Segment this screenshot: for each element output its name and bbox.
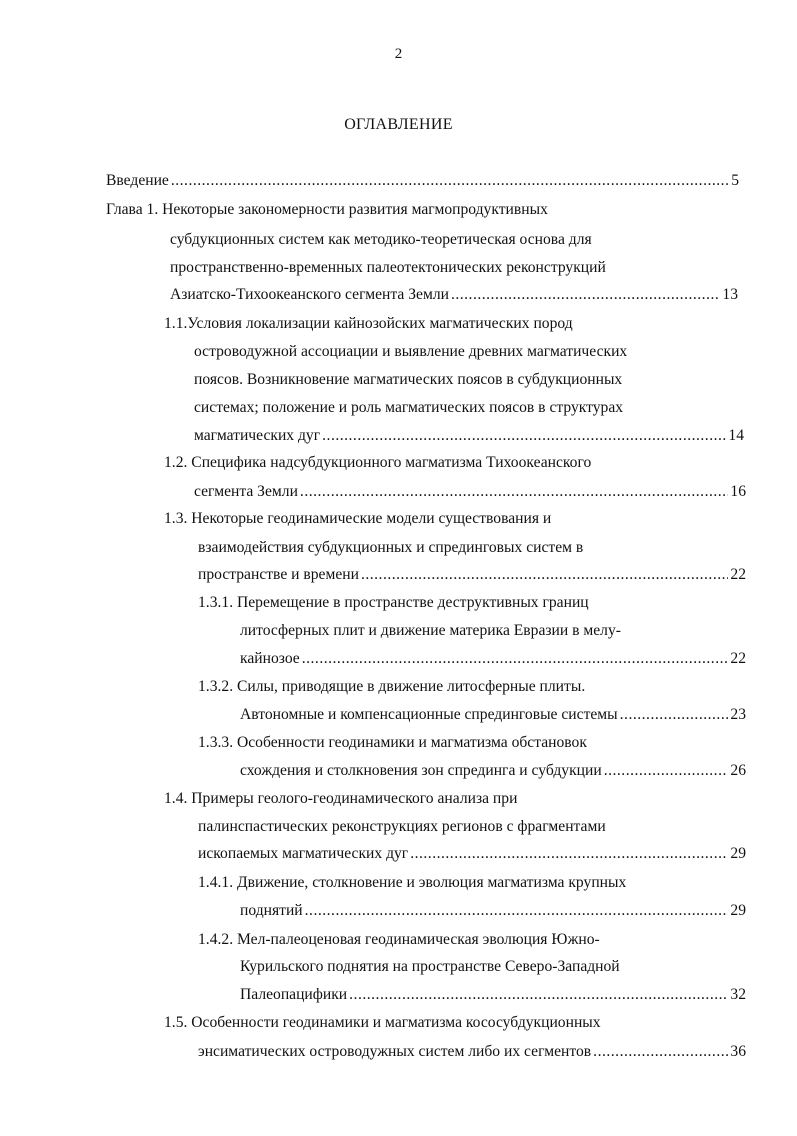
- toc-section-1-4-line[interactable]: 1.4. Примеры геолого-геодинамического анализа при: [164, 790, 518, 807]
- toc-section-1-1-line: островодужной ассоциации и выявление древних магматических: [194, 343, 628, 360]
- toc-page-number: 29: [730, 845, 746, 862]
- toc-entry-1-4-1[interactable]: [240, 900, 746, 922]
- dot-leader: [322, 425, 726, 447]
- toc-section-1-4-2-line: Курильского поднятия на пространстве Северо-Западной: [240, 958, 620, 975]
- dot-leader: [410, 843, 728, 865]
- toc-section-1-1-line: системах; положение и роль магматических поясов в структурах: [194, 399, 624, 416]
- dot-leader: [349, 984, 728, 1006]
- toc-entry-1-3-1[interactable]: [240, 648, 746, 670]
- dot-leader: [620, 704, 729, 726]
- toc-section-1-3-1-line[interactable]: 1.3.1. Перемещение в пространстве деструктивных границ: [198, 594, 589, 611]
- toc-chapter-1-line: субдукционных систем как методико-теоретическая основа для: [170, 231, 592, 248]
- toc-section-1-4-1-line[interactable]: 1.4.1. Движение, столкновение и эволюция магматизма крупных: [198, 874, 627, 891]
- toc-section-1-3-2-line[interactable]: 1.3.2. Силы, приводящие в движение литосферные плиты.: [198, 678, 586, 695]
- dot-leader: [451, 284, 720, 306]
- dot-leader: [302, 648, 729, 670]
- dot-leader: [604, 760, 729, 782]
- toc-page-number: 26: [730, 762, 746, 779]
- toc-page-number: 22: [730, 650, 746, 667]
- toc-entry-1-5[interactable]: [198, 1041, 746, 1063]
- toc-entry-1-4-2[interactable]: [240, 984, 746, 1006]
- toc-entry-introduction[interactable]: [106, 170, 739, 192]
- toc-section-1-1-line: поясов. Возникновение магматических поясов в субдукционных: [194, 371, 623, 388]
- toc-section-1-2-line[interactable]: 1.2. Специфика надсубдукционного магматизма Тихоокеанского: [164, 454, 592, 471]
- toc-entry-text: схождения и столкновения зон спрединга и субдукции: [240, 762, 602, 779]
- toc-page-number: 13: [722, 286, 738, 303]
- toc-entry-text: Введение: [106, 172, 169, 189]
- toc-entry-text: кайнозое: [240, 650, 300, 667]
- toc-entry-text: сегмента Земли: [194, 483, 298, 500]
- toc-page-number: 36: [730, 1043, 746, 1060]
- toc-entry-1-3[interactable]: [198, 564, 746, 586]
- toc-entry-chapter-1[interactable]: [170, 284, 738, 306]
- toc-section-1-3-line[interactable]: 1.3. Некоторые геодинамические модели существования и: [164, 510, 552, 527]
- toc-section-1-4-line: палинспастических реконструкциях регионов с фрагментами: [198, 818, 606, 835]
- toc-entry-1-3-3[interactable]: [240, 760, 746, 782]
- dot-leader: [305, 900, 729, 922]
- dot-leader: [361, 564, 728, 586]
- toc-entry-text: энсиматических островодужных систем либо их сегментов: [198, 1043, 592, 1060]
- toc-chapter-1-line: пространственно-временных палеотектонических реконструкций: [170, 259, 606, 276]
- dot-leader: [171, 170, 729, 192]
- dot-leader: [593, 1041, 728, 1063]
- toc-page-number: 32: [730, 986, 746, 1003]
- page-number: 2: [394, 46, 403, 62]
- toc-entry-text: пространстве и времени: [198, 566, 359, 583]
- toc-entry-text: Автономные и компенсационные спрединговые системы: [240, 706, 618, 723]
- toc-page-number: 14: [728, 427, 744, 444]
- toc-section-1-1-line[interactable]: 1.1.Условия локализации кайнозойских магматических пород: [164, 315, 573, 332]
- toc-entry-1-4[interactable]: [198, 843, 746, 865]
- toc-page-number: 16: [730, 483, 746, 500]
- toc-section-1-3-1-line: литосферных плит и движение материка Евразии в мелу-: [240, 622, 621, 639]
- toc-title: ОГЛАВЛЕНИЕ: [344, 116, 453, 133]
- toc-page-number: 23: [730, 706, 746, 723]
- toc-section-1-5-line[interactable]: 1.5. Особенности геодинамики и магматизма кососубдукционных: [164, 1014, 601, 1031]
- toc-entry-text: магматических дуг: [194, 427, 321, 444]
- toc-section-1-3-3-line[interactable]: 1.3.3. Особенности геодинамики и магматизма обстановок: [198, 734, 587, 751]
- dot-leader: [300, 481, 728, 503]
- toc-section-1-3-line: взаимодействия субдукционных и спрединговых систем в: [198, 539, 584, 556]
- toc-entry-1-1[interactable]: [194, 425, 744, 447]
- toc-entry-1-2[interactable]: [194, 481, 746, 503]
- toc-entry-text: Палеопацифики: [240, 986, 348, 1003]
- toc-section-1-4-2-line[interactable]: 1.4.2. Мел-палеоценовая геодинамическая эволюция Южно-: [198, 931, 600, 948]
- toc-entry-1-3-2[interactable]: [240, 704, 746, 726]
- toc-entry-text: ископаемых магматических дуг: [198, 845, 409, 862]
- toc-entry-text: Азиатско-Тихоокеанского сегмента Земли: [170, 286, 449, 303]
- toc-page-number: 22: [730, 566, 746, 583]
- toc-page-number: 5: [731, 172, 739, 189]
- toc-entry-text: поднятий: [240, 902, 303, 919]
- toc-page-number: 29: [730, 902, 746, 919]
- toc-chapter-1-line[interactable]: Глава 1. Некоторые закономерности развития магмопродуктивных: [106, 201, 548, 218]
